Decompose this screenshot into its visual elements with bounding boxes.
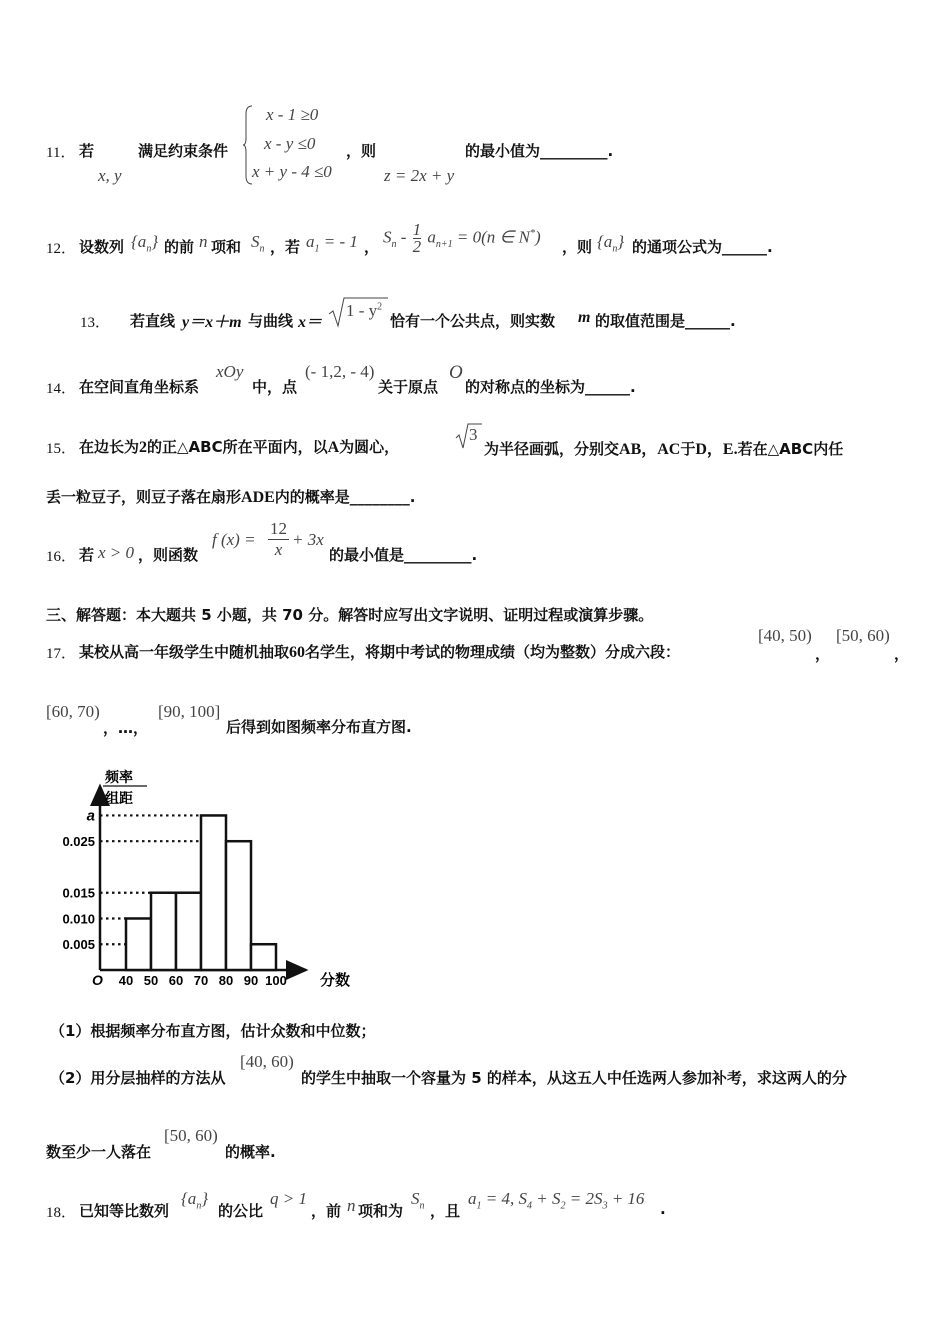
q13-text-4: 的取值范围是______. [595, 312, 736, 330]
q12-text-2: 的前 [164, 238, 195, 256]
q17-range-2: [50, 60) [836, 626, 890, 645]
q12-text-3: 项和 [211, 238, 242, 256]
y-label-top: 频率 [105, 769, 133, 785]
q14-text-2: 中，点 [252, 378, 298, 396]
q11-text-constraint: 满足约束条件 [138, 142, 229, 160]
q11-text-if: 若 [79, 142, 95, 160]
q14-number: 14． [46, 381, 77, 397]
x-tick-label-60: 60 [168, 973, 184, 988]
q18-seq-an: $\{a_n\}$ [181, 1189, 209, 1212]
q11-objective: z = 2x + y [384, 166, 455, 185]
q15-line1: 在边长为2的正△ABC所在平面内，以A为圆心， [79, 438, 400, 456]
q12-text-5: ，则 [562, 238, 593, 256]
q11-constraint-3: x + y - 4 ≤0 [252, 162, 332, 181]
y-tick-label-4: 0.005 [62, 937, 95, 953]
q16-number: 16． [46, 549, 77, 565]
q18-text-2: 的公比 [218, 1202, 264, 1220]
q12-n: n [199, 232, 208, 251]
q17-text-1: 某校从高一年级学生中随机抽取60名学生，将期中考试的物理成绩（均为整数）分成六段： [79, 643, 681, 661]
histogram-bar-[90,100] [251, 944, 276, 970]
y-tick-label-1: 0.025 [62, 834, 95, 850]
y-tick-label-0: a [86, 807, 95, 825]
q12-Sn: $S_n$ [251, 232, 265, 255]
q17-part-3-a: 数至少一人落在 [46, 1143, 152, 1161]
q17-number: 17． [46, 646, 77, 662]
q15-line2: 丢一粒豆子，则豆子落在扇形ADE内的概率是________. [46, 488, 416, 506]
q12-comma: ， [364, 238, 380, 256]
q13-text-2: 与曲线 [248, 312, 294, 330]
q14-text-4: 的对称点的坐标为______. [465, 378, 636, 396]
histogram-bar-[40,50) [126, 918, 151, 970]
q18-text-1: 已知等比数列 [79, 1202, 170, 1220]
q17-part-1: （1）根据频率分布直方图，估计众数和中位数； [50, 1022, 376, 1040]
q14-text-1: 在空间直角坐标系 [79, 378, 200, 396]
y-label-bottom: 组距 [105, 790, 133, 806]
q18-text-5: ，且 [430, 1202, 461, 1220]
x-tick-label-50: 50 [143, 973, 159, 988]
histogram-bar-[50,60) [151, 893, 176, 970]
q11-text-min: 的最小值为_________. [465, 142, 614, 160]
q16-fraction: 12 x [270, 519, 287, 559]
q17-part-2-b: 的学生中抽取一个容量为 5 的样本，从这五人中任选两人参加补考，求这两人的分 [301, 1069, 847, 1087]
q12-text-1: 设数列 [79, 238, 125, 256]
q17-range-1: [40, 50) [758, 626, 812, 645]
q16-condition: x > 0 [98, 543, 135, 562]
q15-number: 15． [46, 441, 77, 457]
q18-text-4: 项和为 [358, 1202, 404, 1220]
q17-text-3: 后得到如图频率分布直方图. [226, 718, 412, 736]
q13-text-1: 若直线 [130, 312, 176, 330]
q16-text-1: 若 [79, 546, 95, 564]
q12-seq-an: $\{a_n\}$ [131, 232, 159, 255]
x-tick-label-100: 100 [265, 973, 287, 988]
x-tick-label-70: 70 [193, 973, 209, 988]
q14-origin: O [449, 362, 463, 383]
q17-part-2-a: （2）用分层抽样的方法从 [50, 1069, 226, 1087]
q18-number: 18． [46, 1205, 77, 1221]
q17-part-3-range: [50, 60) [164, 1126, 218, 1145]
q11-number: 11． [46, 145, 76, 161]
x-tick-label-90: 90 [243, 973, 259, 988]
q18-condition: $a_1 = 4$, $S_4 + S_2 = 2S_3 + 16$ [468, 1189, 645, 1212]
q14-text-3: 关于原点 [378, 378, 439, 396]
q12-text-4: ，若 [270, 238, 301, 256]
x-tick-label-40: 40 [118, 973, 134, 988]
q13-text-3: 恰有一个公共点，则实数 [390, 312, 556, 330]
q11-text-then: ，则 [346, 142, 377, 160]
q15-line1-rest: 为半径画弧，分别交AB，AC于D，E.若在△ABC内任 [484, 440, 844, 458]
q14-system: xOy [216, 362, 244, 381]
section-3-heading: 三、解答题：本大题共 5 小题，共 70 分。解答时应写出文字说明、证明过程或演算步骤。 [46, 606, 654, 624]
origin-label: O [92, 972, 103, 988]
histogram-bar-[80,90) [226, 841, 251, 970]
q16-text-3: 的最小值是_________. [329, 546, 478, 564]
q17-range-4: [90, 100] [158, 702, 221, 721]
q17-comma-1: ， [815, 645, 831, 663]
q18-n: n [347, 1196, 356, 1215]
q11-constraint-2: x - y ≤0 [264, 134, 316, 153]
q18-ratio: q > 1 [270, 1189, 307, 1208]
q16-rest: + 3x [292, 530, 324, 549]
y-tick-label-3: 0.010 [62, 911, 95, 927]
q13-sqrt-content: $1 - y^2$ [346, 301, 383, 320]
q17-comma-2: ， [894, 645, 910, 663]
q11-vars: x, y [98, 166, 122, 185]
y-tick-label-2: 0.015 [62, 885, 95, 901]
q13-number: 13． [80, 315, 111, 331]
q13-m: m [578, 309, 591, 326]
q16-text-2: ，则函数 [138, 546, 199, 564]
q18-Sn: $S_n$ [411, 1189, 425, 1212]
q17-ellipsis: ，…， [103, 719, 149, 737]
q13-curve: x＝ [298, 314, 323, 331]
q12-text-6: 的通项公式为______. [632, 238, 773, 256]
q18-end: . [660, 1200, 666, 1218]
q17-part-3-b: 的概率. [225, 1143, 276, 1161]
q14-point: (- 1,2, - 4) [305, 362, 375, 381]
histogram-bar-[70,80) [201, 815, 226, 970]
q12-equation: $S_n$ - $\frac{1}{2}$ $a_{n+1} = 0(n$ ∈ N*) [383, 220, 541, 256]
q15-sqrt-content: 3 [469, 425, 478, 444]
q13-line: y＝x＋m [182, 314, 242, 331]
histogram-bar-[60,70) [176, 893, 201, 970]
q12-seq-an-2: $\{a_n\}$ [597, 232, 625, 255]
x-tick-label-80: 80 [218, 973, 234, 988]
x-label: 分数 [320, 972, 350, 989]
q16-function: f (x) = [212, 530, 256, 549]
q17-range-3: [60, 70) [46, 702, 100, 721]
q18-text-3: ，前 [311, 1202, 342, 1220]
q12-a1: $a_1$ = - 1 [306, 232, 358, 255]
q11-constraint-1: x - 1 ≥0 [266, 105, 319, 124]
frequency-histogram [40, 758, 350, 998]
q17-part-2-range: [40, 60) [240, 1052, 294, 1071]
q12-number: 12． [46, 241, 77, 257]
